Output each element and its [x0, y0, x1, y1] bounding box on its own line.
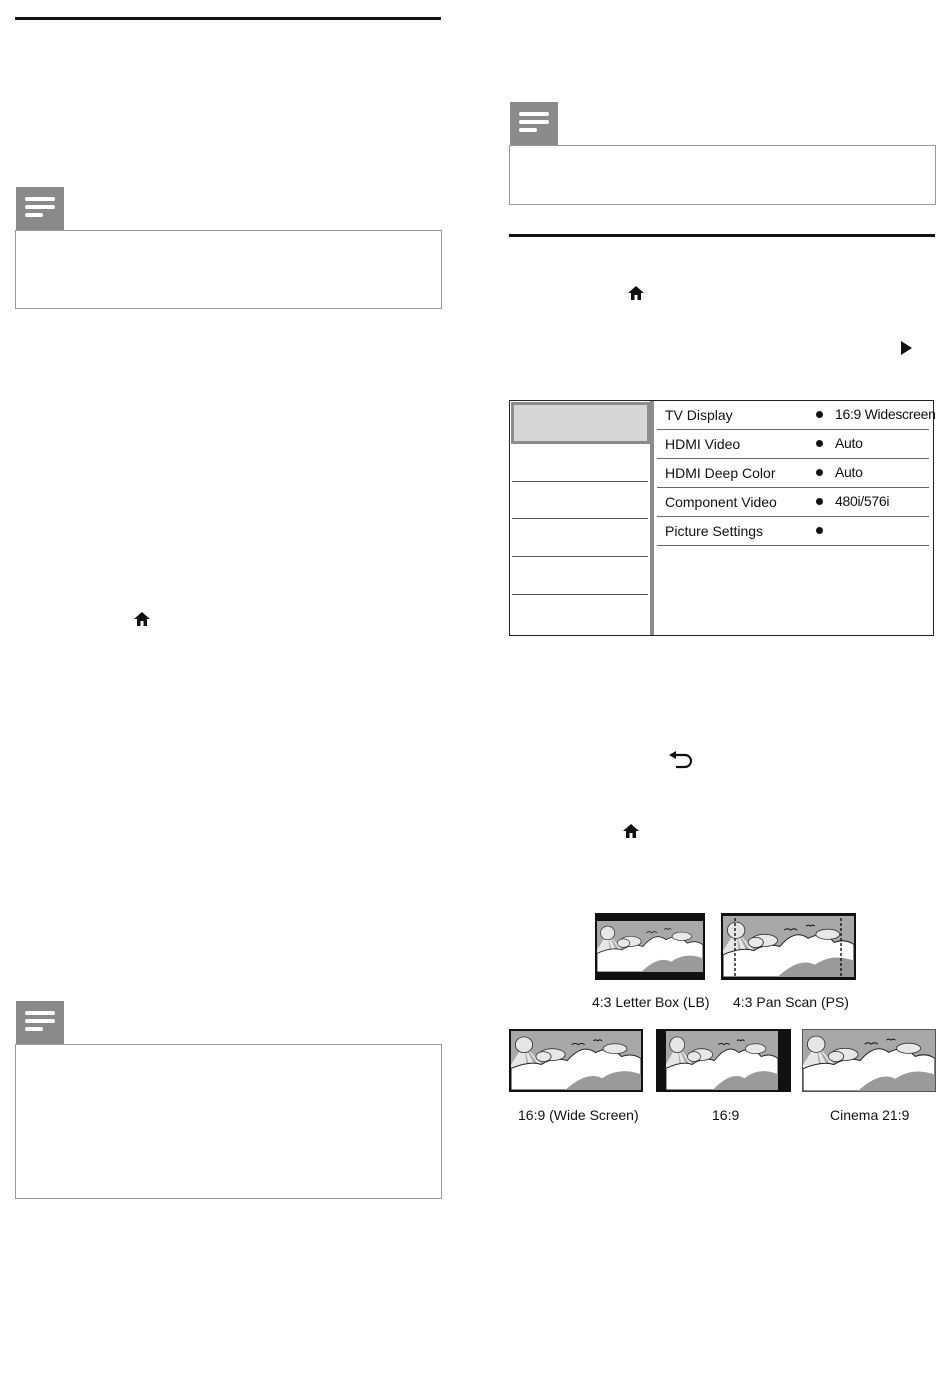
- bullet-icon: [816, 498, 823, 505]
- menu-row-hdmi-video[interactable]: [657, 430, 929, 459]
- menu-row-value: 480i/576i: [835, 493, 890, 509]
- note-icon: [16, 1001, 64, 1045]
- home-icon: [623, 824, 639, 838]
- aspect-wide-screen-image: [509, 1029, 643, 1092]
- menu-row-label: HDMI Deep Color: [665, 465, 776, 481]
- menu-category[interactable]: [512, 482, 648, 519]
- menu-row-tv-display[interactable]: [657, 401, 936, 430]
- menu-category[interactable]: [512, 519, 648, 557]
- note-icon: [510, 102, 558, 146]
- menu-row-component-video[interactable]: [657, 488, 929, 517]
- menu-category-video[interactable]: [511, 402, 650, 444]
- home-icon: [628, 286, 644, 300]
- menu-category[interactable]: [512, 595, 648, 635]
- menu-category-list: [510, 401, 654, 635]
- aspect-letter-box-image: [595, 913, 705, 980]
- note-icon: [16, 187, 64, 231]
- note-box: [15, 230, 442, 309]
- menu-row-label: TV Display: [665, 407, 733, 423]
- aspect-wide-screen-label: 16:9 (Wide Screen): [518, 1107, 639, 1123]
- note-box: [15, 1044, 442, 1199]
- aspect-letter-box-label: 4:3 Letter Box (LB): [592, 994, 710, 1010]
- aspect-sixteen-nine-image: [656, 1029, 791, 1092]
- menu-row-label: Component Video: [665, 494, 777, 510]
- home-icon: [134, 612, 150, 626]
- menu-row-label: Picture Settings: [665, 523, 764, 539]
- bullet-icon: [816, 469, 823, 476]
- aspect-cinema-label: Cinema 21:9: [830, 1107, 910, 1123]
- menu-row-value: 16:9 Widescreen: [835, 406, 936, 422]
- bullet-icon: [816, 440, 823, 447]
- aspect-pan-scan-label: 4:3 Pan Scan (PS): [733, 994, 849, 1010]
- section-rule-right: [509, 234, 935, 237]
- menu-category[interactable]: [512, 445, 648, 482]
- bullet-icon: [816, 527, 823, 534]
- play-icon: [901, 341, 912, 355]
- menu-row-hdmi-deep-color[interactable]: [657, 459, 929, 488]
- aspect-cinema-image: [802, 1029, 936, 1092]
- section-rule-left: [15, 17, 441, 20]
- menu-row-value: Auto: [835, 464, 863, 480]
- menu-category[interactable]: [512, 557, 648, 595]
- menu-row-label: HDMI Video: [665, 436, 741, 452]
- video-setup-menu: [509, 400, 934, 636]
- aspect-sixteen-nine-label: 16:9: [712, 1107, 740, 1123]
- back-icon: [668, 751, 694, 769]
- note-box: [509, 145, 936, 205]
- aspect-pan-scan-image: [721, 913, 856, 980]
- menu-row-value: Auto: [835, 435, 863, 451]
- bullet-icon: [816, 411, 823, 418]
- menu-row-picture-settings[interactable]: [657, 517, 929, 546]
